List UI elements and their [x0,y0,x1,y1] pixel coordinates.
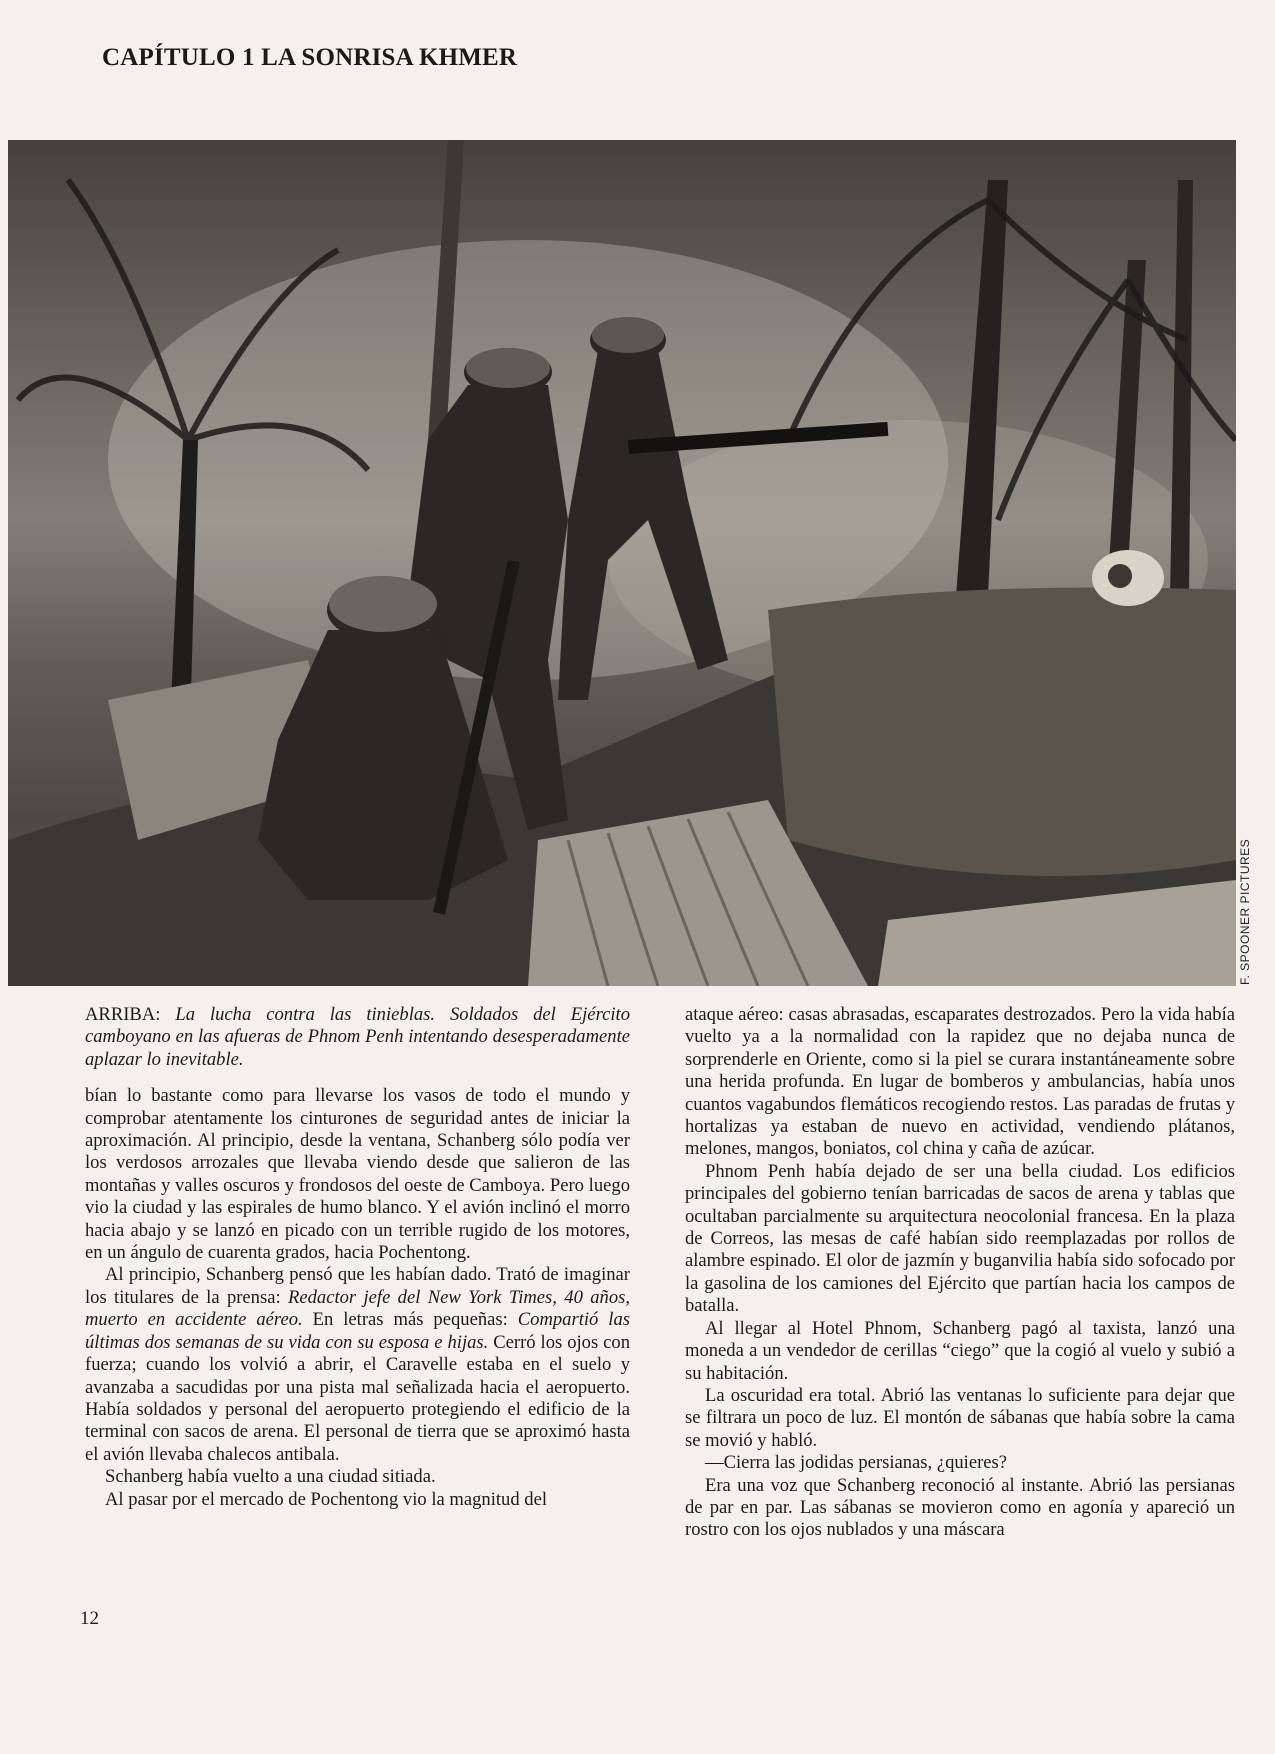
left-p2-text-c: En letras más pequeñas: [302,1309,518,1331]
left-paragraph-2 [85,1264,630,1466]
right-column [685,1004,1235,1542]
left-p2-text-a: Al principio, Schanberg pensó que les habían dado. Trató de imaginar los titulares de la prensa: [85,1264,630,1308]
photo-credit: F. SPOONER PICTURES [1238,838,1252,985]
right-paragraph-1: ataque aéreo: casas abrasadas, escaparates destrozados. Pero la vida había vuelto ya a la normalidad con la rapidez que no dejaba nunca de sorprenderle en Oriente, como si la piel se curara instantáneamente sobre una herida profunda. En lugar de bomberos y ambulancias, había unos cuantos vagabundos flemáticos recogiendo restos. Las paradas de frutas y hortalizas ya estaban de nuevo en actividad, vendiendo plátanos, melones, mangos, boniatos, col china y caña de azúcar. [685,1004,1235,1160]
caption-lead: ARRIBA: [85,1004,161,1025]
left-p2-subheadline: Compartió las últimas dos semanas de su vida con su esposa e hijas. [85,1309,631,1353]
left-paragraph-3: Schanberg había vuelto a una ciudad sitiada. [105,1466,436,1488]
photo-illustration [8,140,1236,986]
right-paragraph-3: Al llegar al Hotel Phnom, Schanberg pagó al taxista, lanzó una moneda a un vendedor de cerillas “ciego” que la cogió al vuelo y subió a su habitación. [685,1317,1235,1384]
left-paragraph-1: bían lo bastante como para llevarse los vasos de todo el mundo y comprobar atentamente los cinturones de seguridad antes de iniciar la aproximación. Al principio, desde la ventana, Schanberg sólo podía ver los verdosos arrozales que llevaba viendo desde que salieron de las montañas y valles oscuros y frondosos del oeste de Camboya. Pero luego vio la ciudad y las espirales de humo blanco. Y el avión inclinó el morro hacia abajo y se lanzó en picado con un terrible rugido de los motores, en un ángulo de cuarenta grados, hacia Pochentong. [85,1085,630,1264]
left-p2-headline: Redactor jefe del New York Times, 40 años, muerto en accidente aéreo. [85,1286,630,1331]
right-paragraph-5: —Cierra las jodidas persianas, ¿quieres? [705,1452,1008,1474]
chapter-title: CAPÍTULO 1 LA SONRISA KHMER [102,44,518,71]
right-paragraph-6: Era una voz que Schanberg reconoció al instante. Abrió las persianas de par en par. Las sábanas se movieron como en agonía y apareció un rostro con los ojos nublados y una máscara [685,1474,1235,1541]
right-paragraph-4: La oscuridad era total. Abrió las ventanas lo suficiente para dejar que se filtrara un poco de luz. El montón de sábanas que había sobre la cama se movió y habló. [685,1384,1235,1451]
right-paragraph-2: Phnom Penh había dejado de ser una bella ciudad. Los edificios principales del gobierno tenían barricadas de sacos de arena y tablas que ocultaban parcialmente su arquitectura neocolonial francesa. En la plaza de Correos, las mesas de café habían sido reemplazadas por rollos de alambre espinado. El olor de jazmín y buganvilia había sido sofocado por la gasolina de los camiones del Ejército que partían hacia los campos de batalla. [685,1160,1235,1317]
left-column [85,1004,630,1511]
page-number: 12 [80,1608,99,1629]
caption-text: La lucha contra las tinieblas. Soldados del Ejército camboyano en las afueras de Phnom Penh intentando desesperadamente aplazar lo inevitable. [85,1004,630,1070]
war-photograph [8,140,1236,986]
left-paragraph-4: Al pasar por el mercado de Pochentong vio la magnitud del [105,1488,547,1510]
left-p2-text-e: Cerró los ojos con fuerza; cuando los volvió a abrir, el Caravelle estaba en el suelo y avanzaba a sacudidas por una pista mal señalizada hacia el aeropuerto. Había soldados y personal del aeropuerto protegiendo el edificio de la terminal con sacos de arena. El personal de tierra que se aproximó hasta el avión llevaba chalecos antibala. [85,1331,630,1465]
photo-caption [85,1004,630,1071]
